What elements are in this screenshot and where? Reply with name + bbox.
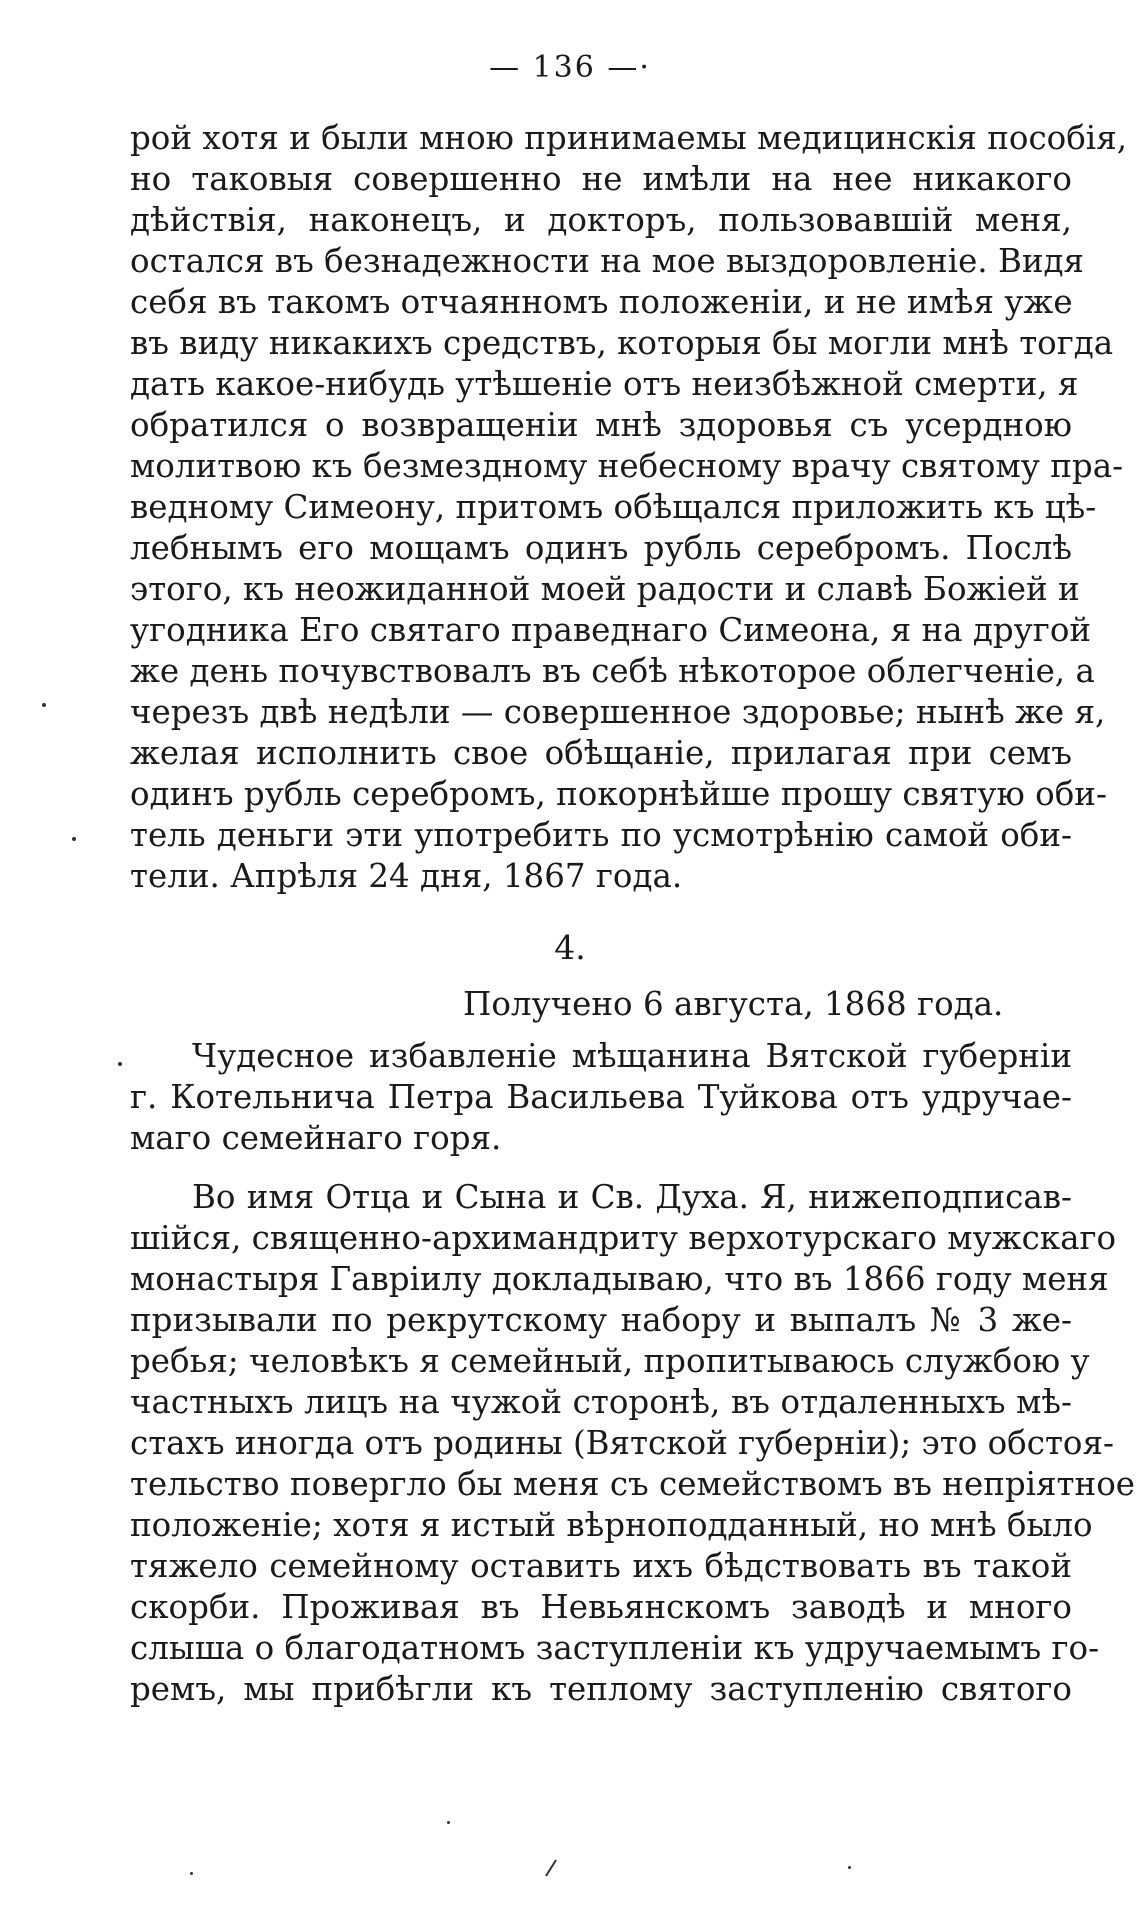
text-line: этого, къ неожиданной моей радости и славѣ Божіей и (130, 570, 1080, 608)
text-line: Чудесное избавленіе мѣщанина Вятской губерніи (192, 1037, 1072, 1075)
text-line: тель деньги эти употребить по усмотрѣнію самой оби- (130, 816, 1072, 854)
scan-speck (848, 1866, 851, 1869)
text-line: же день почувствовалъ въ себѣ нѣкоторое облегченіе, а (130, 652, 1095, 690)
text-line: Во имя Отца и Сына и Св. Духа. Я, нижеподписав- (192, 1178, 1072, 1216)
text-line-last: маго семейнаго горя. (130, 1119, 502, 1157)
text-line: въ виду никакихъ средствъ, которыя бы могли мнѣ тогда (130, 324, 1114, 362)
scan-speck (72, 837, 76, 841)
received-date: Получено 6 августа, 1868 года. (463, 985, 1004, 1023)
text-line: себя въ такомъ отчаянномъ положеніи, и не имѣя уже (130, 283, 1073, 321)
paragraph-continued-letter (130, 118, 1128, 897)
section-number: 4. (554, 928, 586, 967)
text-line: г. Котельнича Петра Васильева Туйкова отъ удручае- (130, 1078, 1072, 1116)
scan-speck (42, 703, 46, 707)
text-line: ребья; человѣкъ я семейный, пропитываюсь службою у (130, 1342, 1090, 1380)
text-line: ведному Симеону, притомъ обѣщался приложить къ цѣ- (130, 488, 1097, 526)
letter-paragraph (130, 1177, 1135, 1710)
text-line: обратился о возвращеніи мнѣ здоровья съ усердною (130, 406, 1072, 444)
text-line: положеніе; хотя я истый вѣрноподданный, но мнѣ было (130, 1506, 1093, 1544)
text-line: скорби. Проживая въ Невьянскомъ заводѣ и много (130, 1588, 1072, 1626)
text-line: остался въ безнадежности на мое выздоровленіе. Видя (130, 242, 1085, 280)
text-line: слыша о благодатномъ заступленіи къ удручаемымъ го- (130, 1629, 1100, 1667)
text-line: шійся, священно-архимандриту верхотурскаго мужскаго (130, 1219, 1117, 1257)
text-line: желая исполнить свое обѣщаніе, прилагая при семъ (130, 734, 1072, 772)
text-line: частныхъ лицъ на чужой сторонѣ, въ отдаленныхъ мѣ- (130, 1383, 1072, 1421)
scan-speck (118, 1062, 122, 1066)
section-heading-paragraph (130, 1036, 1072, 1159)
text-line: рой хотя и были мною принимаемы медицинскія пособія, (130, 119, 1128, 157)
text-line: молитвою къ безмездному небесному врачу святому пра- (130, 447, 1124, 485)
scan-speck (190, 1872, 193, 1875)
text-line: монастыря Гавріилу докладываю, что въ 1866 году меня (130, 1260, 1109, 1298)
text-line: лебнымъ его мощамъ одинъ рубль серебромъ. Послѣ (130, 529, 1072, 567)
text-line: одинъ рубль серебромъ, покорнѣйше прошу святую оби- (130, 775, 1107, 813)
text-line: угодника Его святаго праведнаго Симеона, я на другой (130, 611, 1092, 649)
text-line: стахъ иногда отъ родины (Вятской губерніи); это обстоя- (130, 1424, 1114, 1462)
text-line: тельство повергло бы меня съ семействомъ въ непріятное (130, 1465, 1135, 1503)
text-line: дѣйствія, наконецъ, и докторъ, пользовавшій меня, (130, 201, 1072, 239)
text-line: ремъ, мы прибѣгли къ теплому заступленію святого (130, 1670, 1072, 1708)
text-line: тяжело семейному оставить ихъ бѣдствовать въ такой (130, 1547, 1072, 1585)
page-number: — 136 —· (489, 50, 651, 85)
text-line-last: тели. Апрѣля 24 дня, 1867 года. (130, 857, 683, 895)
scan-speck (447, 1821, 450, 1824)
text-line: черезъ двѣ недѣли — совершенное здоровье; нынѣ же я, (130, 693, 1106, 731)
text-line: призывали по рекрутскому набору и выпалъ № 3 же- (130, 1301, 1072, 1339)
text-line: дать какое-нибудь утѣшеніе отъ неизбѣжной смерти, я (130, 365, 1079, 403)
scan-scratch (543, 1858, 559, 1878)
text-line: но таковыя совершенно не имѣли на нее никакого (130, 160, 1072, 198)
